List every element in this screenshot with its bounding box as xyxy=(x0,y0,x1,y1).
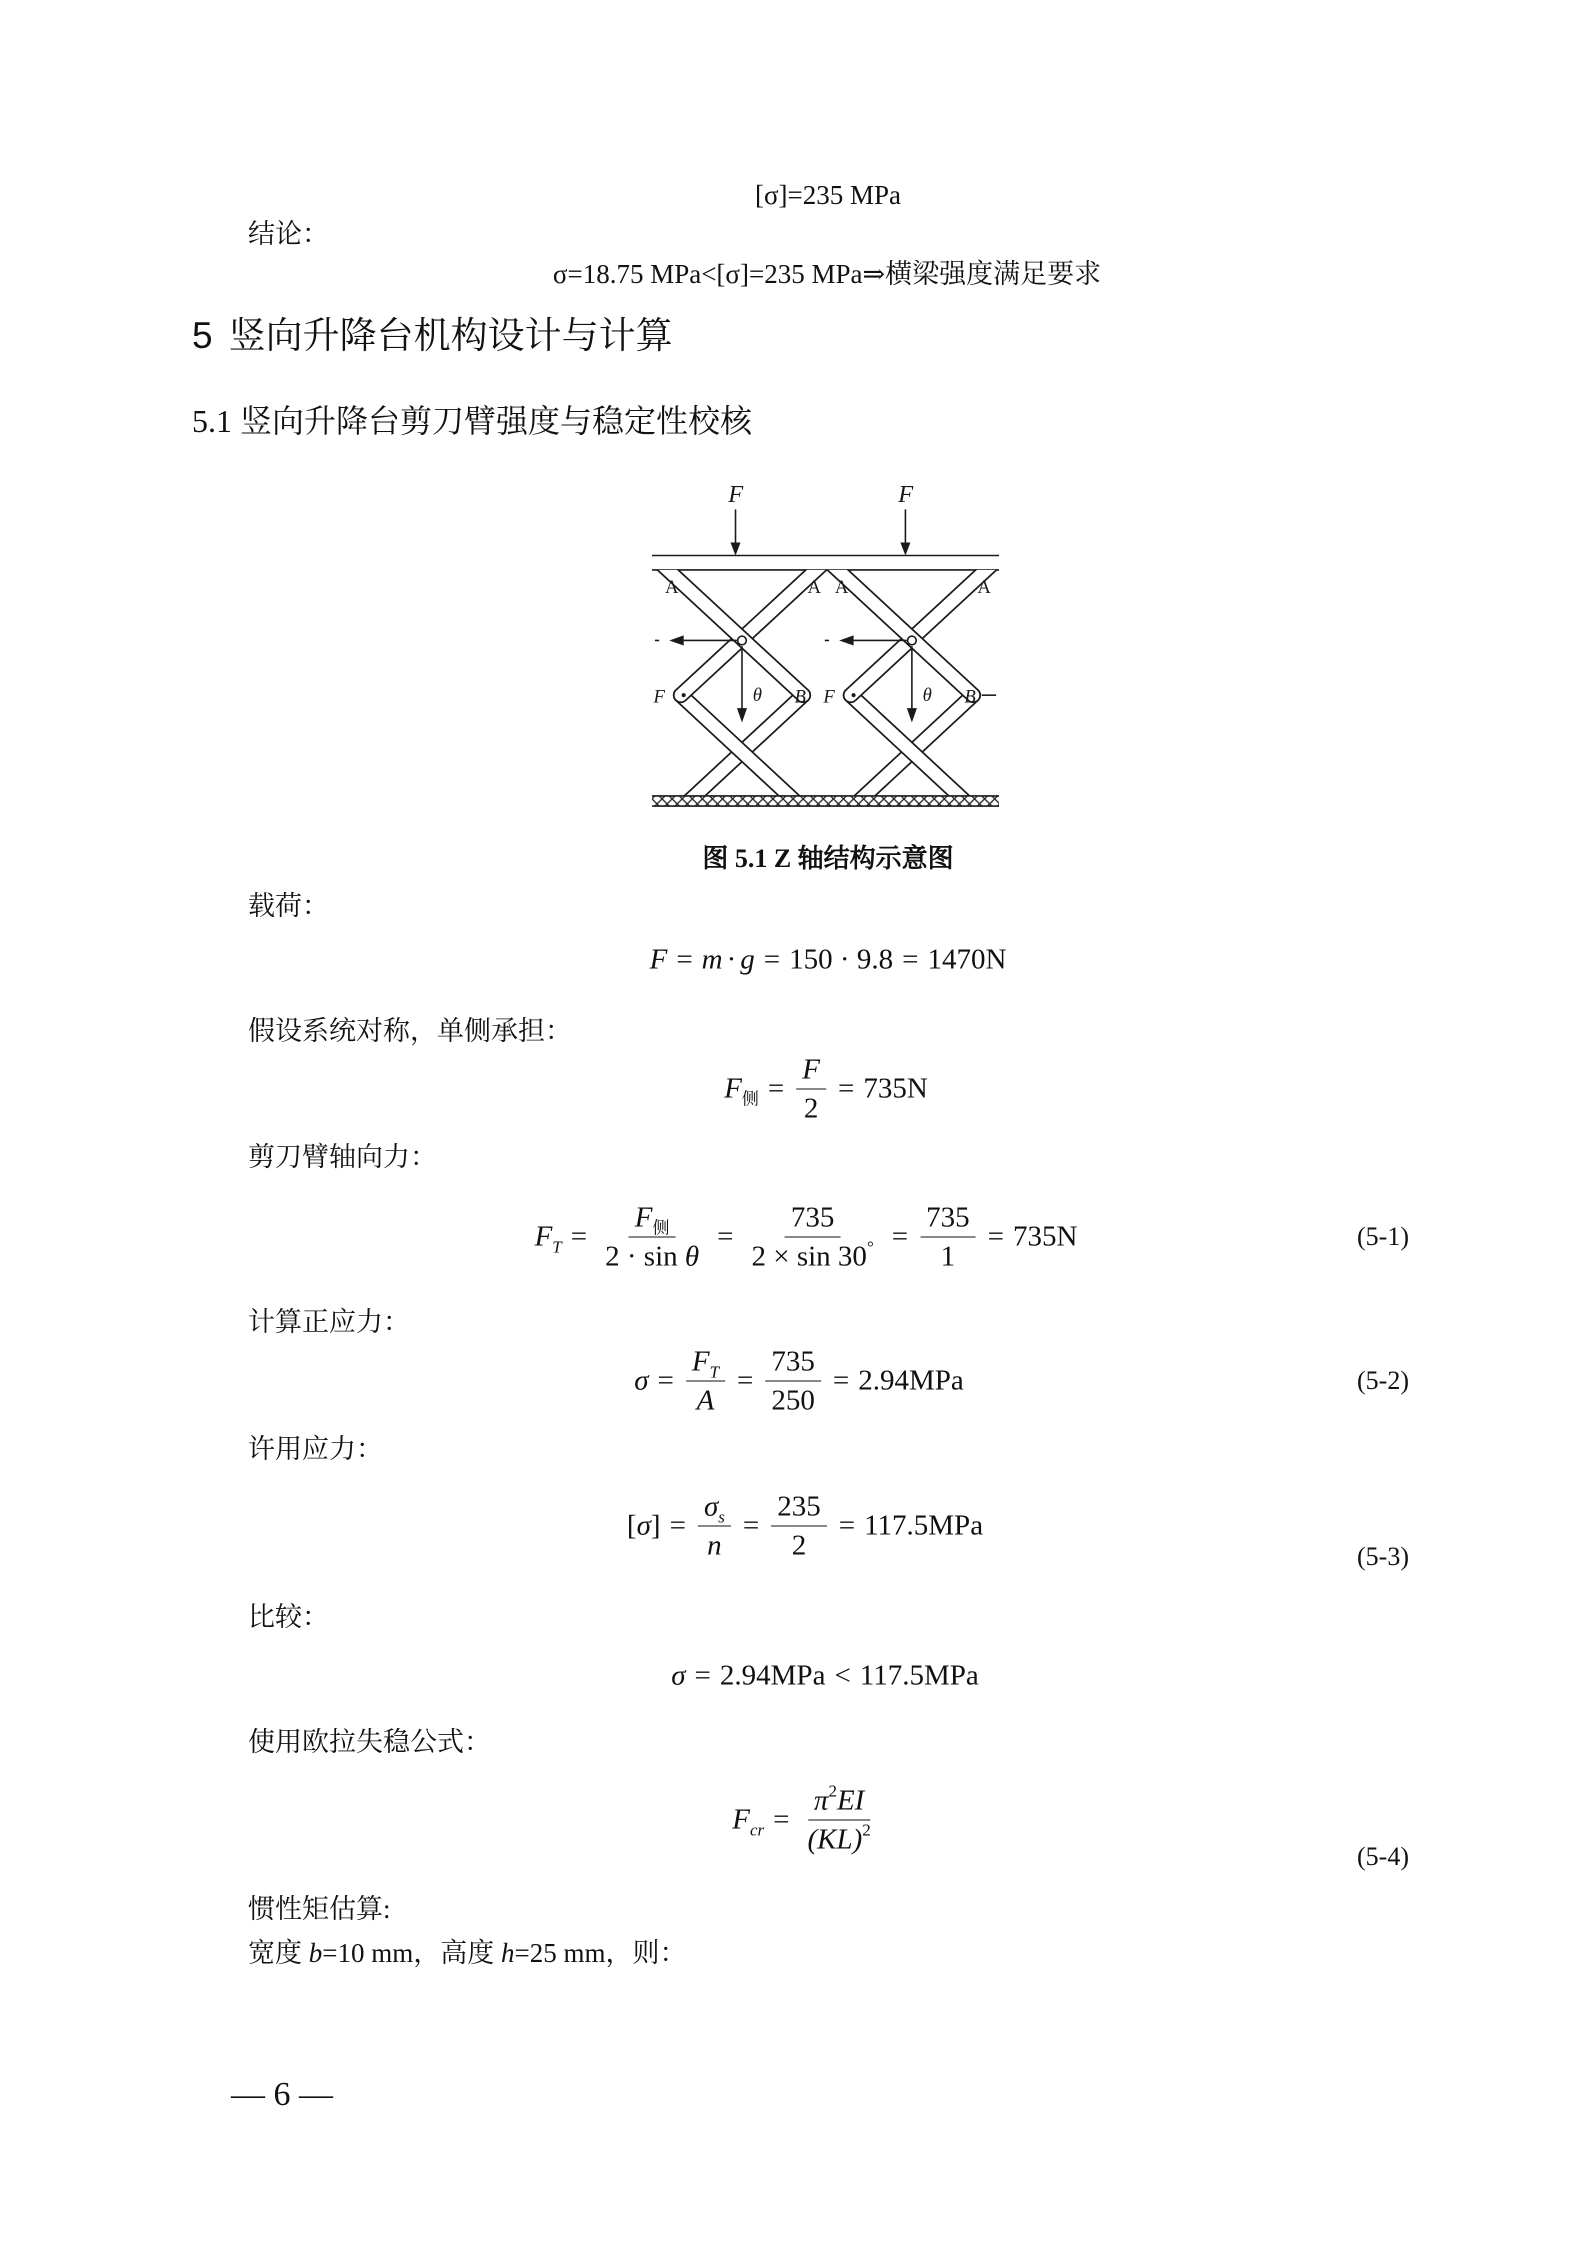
equation-side-load xyxy=(724,1053,928,1126)
equation-5-4 xyxy=(732,1781,880,1857)
eq-symbol-base: π xyxy=(813,1784,829,1817)
eq-symbol: F xyxy=(649,943,668,976)
subsection-number: 5.1 xyxy=(192,403,232,439)
label-point-f: F xyxy=(823,686,835,708)
eq-symbol xyxy=(534,1220,562,1257)
eq-value: 117.5MPa xyxy=(864,1509,984,1542)
equation-number-5-3: (5-3) xyxy=(1357,1542,1409,1571)
eq-symbol-base: σ xyxy=(636,1509,651,1542)
eq-denominator: 2 xyxy=(803,1092,819,1125)
eq-symbol: θ xyxy=(684,1240,700,1273)
normal-stress-label: 计算正应力： xyxy=(248,1307,410,1337)
dims-symbol-h: h xyxy=(500,1938,515,1968)
eq-numerator xyxy=(698,1490,731,1527)
eq-equals: = xyxy=(763,943,781,976)
eq-symbol: g xyxy=(740,943,755,976)
eq-denominator xyxy=(745,1238,879,1274)
eq-numerator xyxy=(808,1781,870,1821)
eq-value: 117.5MPa xyxy=(859,1659,979,1692)
eq-denominator xyxy=(801,1821,876,1857)
eq-denominator xyxy=(599,1238,705,1274)
label-point-a-left: A xyxy=(834,576,849,598)
eq-denominator-text: 2 · sin xyxy=(605,1240,678,1273)
eq-equals: = xyxy=(987,1220,1004,1253)
eq-fraction xyxy=(765,1345,821,1418)
eq-value: 735N xyxy=(863,1072,928,1105)
eq-symbol-base: F xyxy=(732,1803,750,1836)
eq-equals: = xyxy=(717,1220,734,1253)
eq-fraction xyxy=(801,1781,876,1857)
eq-fraction xyxy=(920,1201,976,1274)
eq-fraction xyxy=(796,1053,826,1126)
axial-force-label: 剪刀臂轴向力： xyxy=(248,1142,437,1172)
eq-symbol-base: F xyxy=(724,1072,742,1105)
label-point-f: F xyxy=(653,686,665,708)
equation-5-2 xyxy=(634,1345,964,1418)
allowable-stress-line: [σ]=235 MPa xyxy=(754,180,902,210)
pin-dot-f xyxy=(682,693,686,697)
eq-equals: = xyxy=(676,943,693,976)
eq-numerator: 735 xyxy=(765,1345,821,1382)
eq-denominator-text: 2 × sin 30 xyxy=(751,1240,867,1273)
eq-fraction xyxy=(599,1201,705,1274)
force-arrowhead-1 xyxy=(730,543,740,556)
subsection-heading xyxy=(192,400,752,442)
dims-text: =25 mm，则： xyxy=(514,1938,687,1968)
eq-symbol xyxy=(732,1803,765,1840)
eq-value: 2.94MPa xyxy=(858,1364,964,1397)
label-angle: θ xyxy=(752,684,762,706)
dims-symbol-b: b xyxy=(308,1938,323,1968)
label-point-b: B xyxy=(964,686,976,708)
eq-symbol xyxy=(627,1510,661,1543)
scissor-unit-2 xyxy=(822,560,997,808)
eq-symbol: σ xyxy=(671,1659,686,1692)
eq-denominator: n xyxy=(707,1529,722,1562)
conclusion-label: 结论： xyxy=(248,219,329,249)
eq-fraction xyxy=(771,1490,827,1563)
allowable-stress-label: 许用应力： xyxy=(248,1434,383,1464)
center-pin xyxy=(738,636,747,645)
eq-denominator: 250 xyxy=(771,1384,815,1417)
eq-equals: = xyxy=(838,1509,856,1542)
eq-equals: = xyxy=(832,1364,850,1397)
eq-symbol-base: σ xyxy=(703,1490,719,1523)
upper-arm-left-fill xyxy=(657,560,803,695)
eq-numerator xyxy=(629,1201,676,1238)
equation-5-1 xyxy=(535,1201,1078,1274)
eq-numerator xyxy=(686,1345,725,1382)
eq-subscript: cr xyxy=(749,1820,765,1840)
eq-value: 150 · 9.8 xyxy=(789,943,894,976)
side-load-label: 假设系统对称，单侧承担： xyxy=(248,1016,572,1046)
scissor-unit-1 xyxy=(652,560,827,808)
eq-equals: = xyxy=(837,1072,855,1105)
label-point-a-right: A xyxy=(807,576,822,598)
inertia-label: 惯性矩估算: xyxy=(248,1894,391,1924)
eq-symbol: σ xyxy=(634,1364,649,1397)
eq-fraction xyxy=(698,1490,731,1563)
center-pin xyxy=(908,636,917,645)
eq-subscript: 侧 xyxy=(652,1218,670,1238)
euler-label: 使用欧拉失稳公式： xyxy=(248,1727,491,1757)
subsection-title: 竖向升降台剪刀臂强度与稳定性校核 xyxy=(240,403,753,439)
label-point-a-left: A xyxy=(664,576,679,598)
conclusion-text: σ=18.75 MPa<[σ]=235 MPa⇒横梁强度满足要求 xyxy=(552,259,1102,289)
eq-less-than: < xyxy=(834,1659,851,1692)
eq-equals: = xyxy=(737,1364,754,1397)
pin-dot-f xyxy=(852,693,856,697)
section-title: 竖向升降台机构设计与计算 xyxy=(228,315,673,356)
eq-equals: = xyxy=(669,1509,686,1542)
vertical-arrowhead xyxy=(907,708,917,722)
force-arrowhead-2 xyxy=(900,543,910,556)
eq-numerator: 235 xyxy=(771,1490,827,1527)
force-label-1: F xyxy=(728,481,744,509)
page-number: — 6 — xyxy=(231,2076,333,2113)
upper-arm-right-fill xyxy=(851,560,997,695)
eq-numerator: 735 xyxy=(785,1201,841,1238)
dimensions-line xyxy=(248,1935,686,1971)
eq-dot: · xyxy=(726,943,737,976)
equation-number-5-4: (5-4) xyxy=(1357,1842,1409,1871)
eq-denominator: A xyxy=(696,1384,715,1417)
scissor-diagram-svg xyxy=(652,476,999,815)
eq-symbol-base: F xyxy=(634,1201,653,1234)
eq-numerator: 735 xyxy=(920,1201,976,1238)
eq-fraction xyxy=(745,1201,879,1274)
eq-denominator: 2 xyxy=(791,1529,807,1562)
section-heading xyxy=(192,313,673,359)
eq-bracket: ] xyxy=(650,1509,661,1542)
load-label: 载荷： xyxy=(248,891,329,921)
eq-superscript: ° xyxy=(866,1237,874,1257)
vertical-arrowhead xyxy=(737,708,747,722)
eq-equals: = xyxy=(767,1072,785,1105)
eq-bracket: [ xyxy=(626,1509,637,1542)
eq-value: 1470N xyxy=(927,943,1007,976)
eq-subscript: s xyxy=(718,1507,725,1527)
eq-symbol: m xyxy=(701,943,723,976)
label-angle: θ xyxy=(922,684,932,706)
upper-arm-right-fill xyxy=(681,560,827,695)
horizontal-arrowhead xyxy=(669,635,683,645)
section-number: 5 xyxy=(192,315,213,356)
eq-value: 2.94MPa xyxy=(719,1659,826,1692)
eq-subscript: T xyxy=(709,1362,720,1382)
eq-equals: = xyxy=(657,1364,674,1397)
eq-equals: = xyxy=(902,943,919,976)
eq-equals: = xyxy=(570,1220,588,1253)
eq-denominator: 1 xyxy=(940,1240,956,1273)
eq-equals: = xyxy=(773,1803,790,1836)
eq-numerator: F xyxy=(796,1053,826,1090)
eq-symbol-base: F xyxy=(691,1345,710,1378)
equation-5-3 xyxy=(627,1490,983,1563)
equation-number-5-2: (5-2) xyxy=(1357,1366,1409,1395)
equation-compare xyxy=(671,1660,979,1693)
label-point-a-right: A xyxy=(977,576,991,598)
eq-symbol-base: F xyxy=(534,1220,553,1253)
horizontal-arrowhead xyxy=(839,635,853,645)
compare-label: 比较： xyxy=(248,1602,329,1632)
equation-number-5-1: (5-1) xyxy=(1357,1222,1409,1251)
eq-fraction xyxy=(686,1345,725,1418)
eq-subscript: 侧 xyxy=(741,1089,759,1109)
eq-subscript: T xyxy=(552,1237,562,1257)
eq-symbol-base: (KL) xyxy=(807,1823,863,1856)
equation-load xyxy=(650,944,1007,977)
eq-symbol xyxy=(724,1072,759,1109)
eq-superscript: 2 xyxy=(828,1781,837,1801)
eq-equals: = xyxy=(742,1509,760,1542)
eq-symbol-base: EI xyxy=(836,1784,865,1817)
eq-equals: = xyxy=(694,1659,711,1692)
upper-arm-left-fill xyxy=(827,560,973,695)
dims-text: 宽度 xyxy=(248,1938,309,1968)
eq-equals: = xyxy=(891,1220,909,1253)
figure-caption: 图 5.1 Z 轴结构示意图 xyxy=(702,844,954,873)
dims-text: =10 mm，高度 xyxy=(322,1938,501,1968)
eq-value: 735N xyxy=(1012,1220,1078,1253)
eq-superscript: 2 xyxy=(862,1820,871,1840)
figure-scissor-diagram xyxy=(652,476,999,815)
label-point-b: B xyxy=(794,686,806,708)
ground-hatch xyxy=(652,796,999,806)
force-label-2: F xyxy=(898,481,914,509)
